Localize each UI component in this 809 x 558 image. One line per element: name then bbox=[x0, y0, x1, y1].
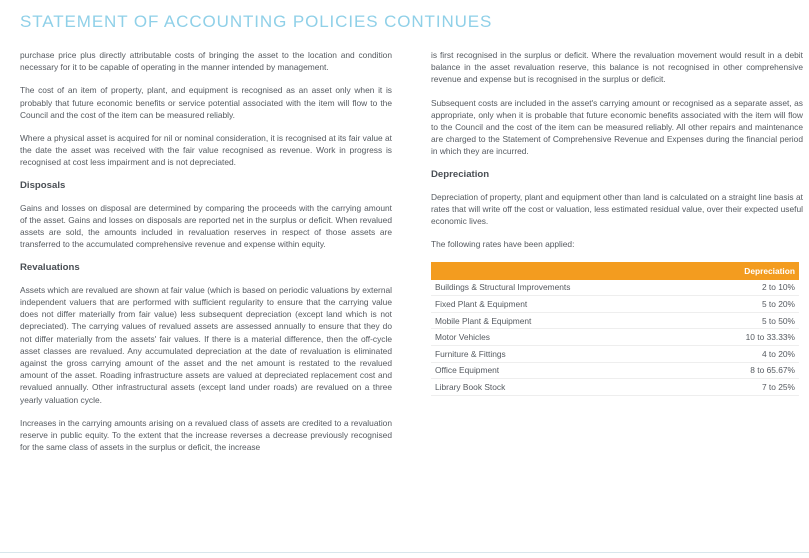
row-value: 10 to 33.33% bbox=[692, 329, 799, 346]
page-title: STATEMENT OF ACCOUNTING POLICIES CONTINUES bbox=[20, 12, 493, 31]
table-row bbox=[431, 296, 799, 313]
paragraph: Increases in the carrying amounts arising on a revalued class of assets are credited to a revaluation reserve in public equity. To the extent that the increase reverses a decrease previously recognised for the same class of assets in the surplus or deficit, the increase bbox=[20, 417, 392, 453]
section-heading-revaluations: Revaluations bbox=[20, 261, 80, 273]
paragraph: Where a physical asset is acquired for nil or nominal consideration, it is recognised at its fair value at the date the asset was received with the fair value recognised as revenue. Work in progress is recognised at cost less impairment and is not depreciated. bbox=[20, 133, 392, 168]
paragraph: is first recognised in the surplus or deficit. Where the revaluation movement would result in a debit balance in the asset revaluation reserve, this balance is not recognised in other comprehensive revenue and expense but is recognised in the surplus or deficit. bbox=[431, 50, 803, 85]
paragraph: Depreciation of property, plant and equipment other than land is calculated on a straight line basis at rates that will write off the cost or valuation, less estimated residual value, over their expected useful economic lives. bbox=[431, 191, 803, 227]
table-row bbox=[431, 346, 799, 363]
depreciation-rates-table bbox=[431, 262, 799, 396]
footer-divider bbox=[0, 552, 809, 553]
table-header-row bbox=[431, 262, 799, 280]
right-column bbox=[431, 49, 803, 396]
paragraph: The following rates have been applied: bbox=[431, 239, 575, 250]
row-label: Buildings & Structural Improvements bbox=[431, 280, 692, 296]
section-heading-disposals: Disposals bbox=[20, 179, 66, 191]
table-row bbox=[431, 280, 799, 296]
row-value: 2 to 10% bbox=[692, 280, 799, 296]
paragraph: purchase price plus directly attributable costs of bringing the asset to the location and condition necessary for it to be capable of operating in the manner intended by management. bbox=[20, 50, 392, 73]
row-value: 8 to 65.67% bbox=[692, 362, 799, 379]
table-header-empty bbox=[431, 262, 692, 280]
table-row bbox=[431, 362, 799, 379]
row-value: 5 to 50% bbox=[692, 312, 799, 329]
table-row bbox=[431, 312, 799, 329]
left-column bbox=[20, 49, 392, 464]
row-label: Library Book Stock bbox=[431, 379, 692, 396]
paragraph: Gains and losses on disposal are determined by comparing the proceeds with the carrying amount of the asset. Gains and losses on disposals are reported net in the surplus or deficit. When revalued assets are sold, the amounts included in revaluation reserves in respect of those assets are transferred to the accumulated comprehensive revenue and expense within equity. bbox=[20, 202, 392, 250]
row-label: Office Equipment bbox=[431, 362, 692, 379]
row-value: 7 to 25% bbox=[692, 379, 799, 396]
paragraph: Assets which are revalued are shown at fair value (which is based on periodic valuations by external independent valuers that are performed with sufficient regularity to ensure that the carrying value does not differ materially from fair value) less subsequent depreciation (except land which is not depreciated). The carrying values of revalued assets are assessed annually to ensure that they do not differ materially from the assets' fair values. If there is a material difference, then the off-cycle asset classes are revalued. Any accumulated depreciation at the date of revaluation is eliminated against the gross carrying amount of the asset and the net amount is restated to the revalued amount of the asset. Roading infrastructure assets are valued at depreciated replacement cost and revalued annually. Other infrastructural assets (except land under roads) are revalued on a three yearly valuation cycle. bbox=[20, 284, 392, 405]
row-label: Mobile Plant & Equipment bbox=[431, 312, 692, 329]
row-label: Furniture & Fittings bbox=[431, 346, 692, 363]
table-row bbox=[431, 329, 799, 346]
table-row bbox=[431, 379, 799, 396]
row-label: Fixed Plant & Equipment bbox=[431, 296, 692, 313]
row-value: 5 to 20% bbox=[692, 296, 799, 313]
paragraph: Subsequent costs are included in the asset's carrying amount or recognised as a separate asset, as appropriate, only when it is probable that future economic benefits associated with the item will flow to the Council and the cost of the item can be measured reliably. All other repairs and maintenance are charged to the Statement of Comprehensive Revenue and Expenses during the financial period in which they are incurred. bbox=[431, 97, 803, 157]
paragraph: The cost of an item of property, plant, and equipment is recognised as an asset only when it is probably that future economic benefits or service potential associated with the item will flow to the Council and the cost of the item can be measured reliably. bbox=[20, 85, 392, 120]
row-label: Motor Vehicles bbox=[431, 329, 692, 346]
section-heading-depreciation: Depreciation bbox=[431, 168, 490, 180]
row-value: 4 to 20% bbox=[692, 346, 799, 363]
table-header-depreciation: Depreciation bbox=[692, 262, 799, 280]
